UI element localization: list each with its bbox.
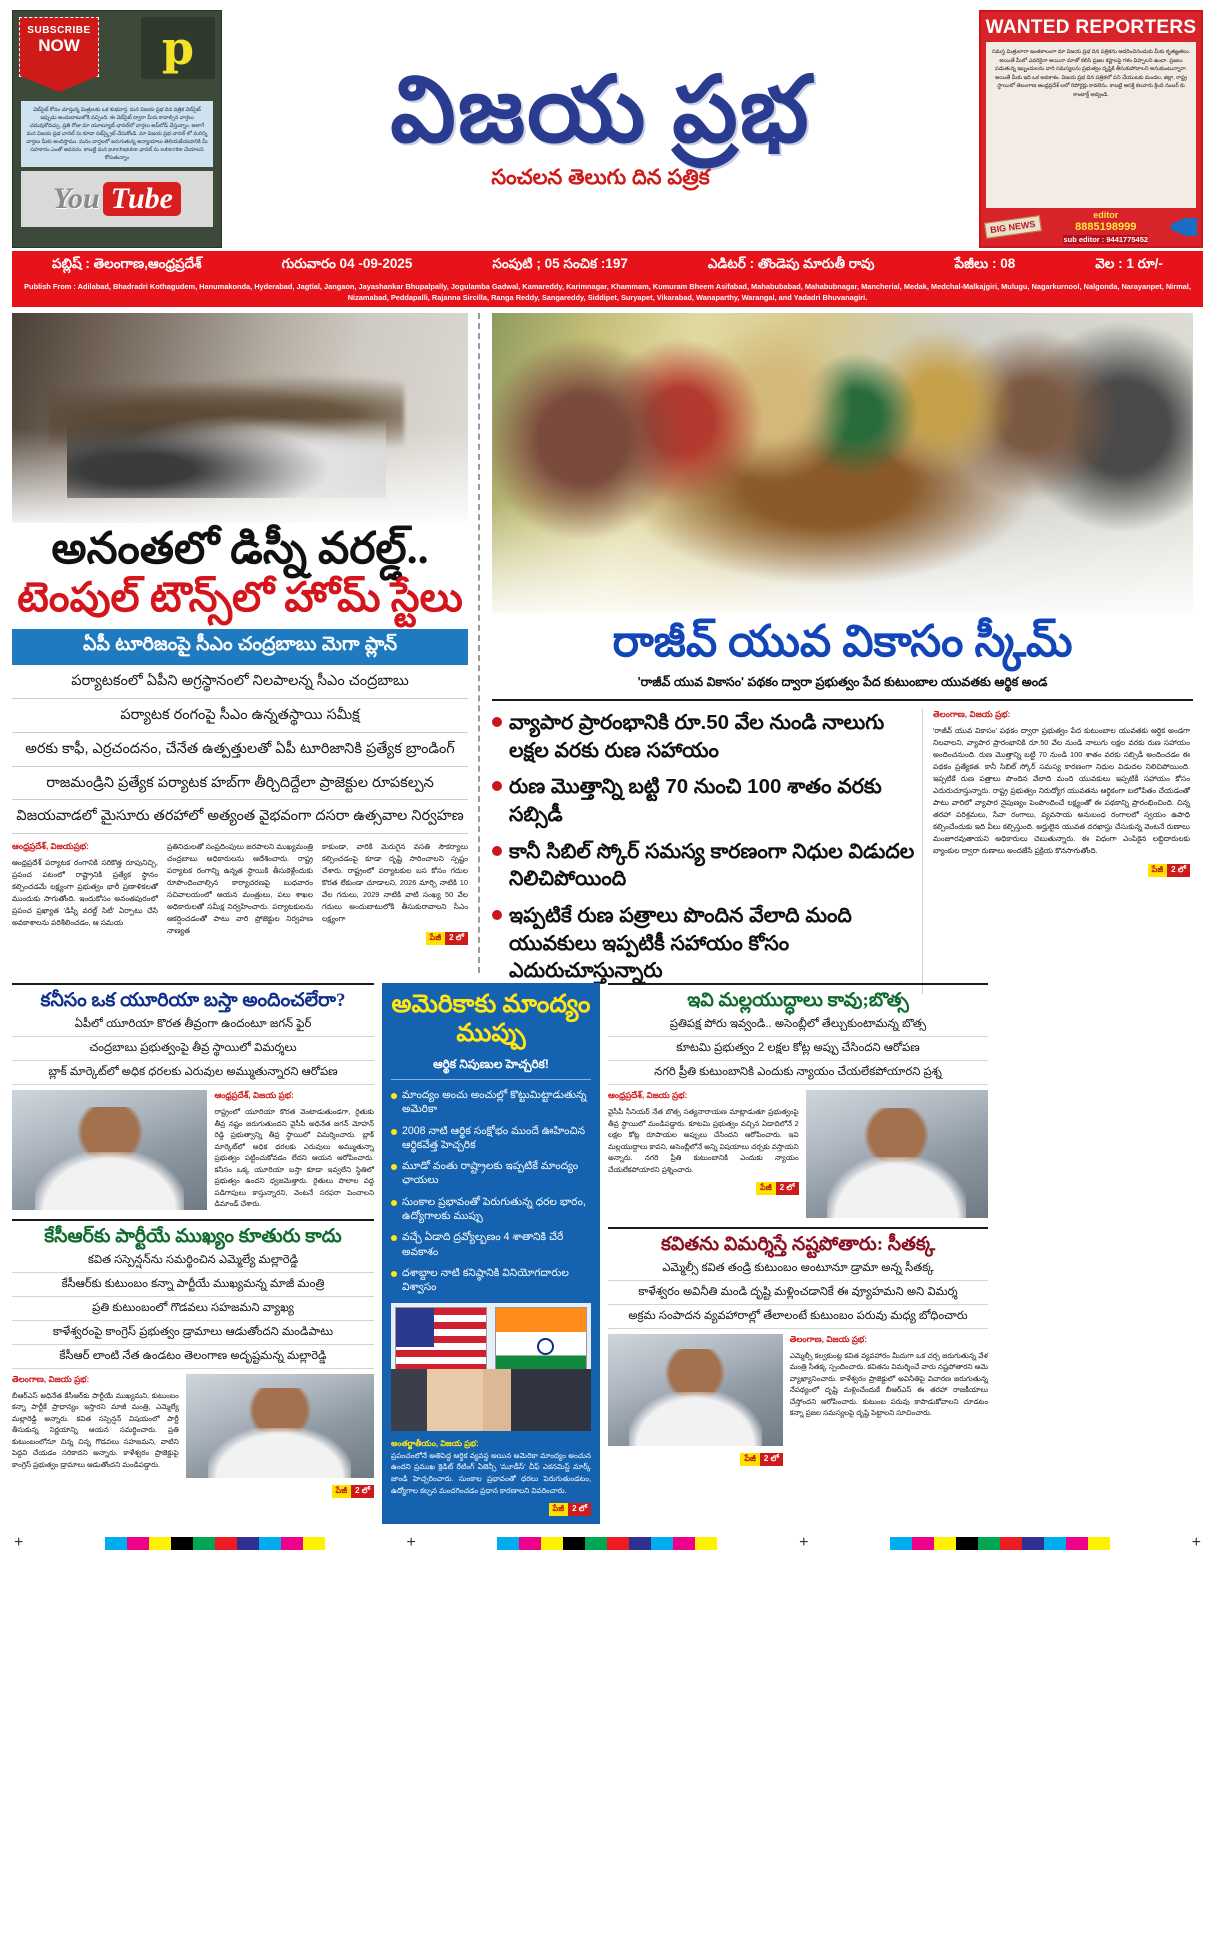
lead-right-page-tag[interactable]: [1148, 864, 1190, 877]
card-kavitha-byline: తెలంగాణ, విజయ ప్రభ:: [789, 1333, 868, 1344]
lead-right-page-tag-value: 2 లో: [1167, 864, 1190, 877]
america-page-tag[interactable]: [549, 1503, 591, 1516]
card-kavitha-subline-0: ఎమ్మెల్సీ కవిత తండ్రి కుటుంబం అంటూనూ డ్రామా అన్న సీతక్క: [608, 1257, 988, 1281]
newspaper-title: విజయ ప్రభ: [390, 58, 811, 161]
america-bullet-1: [391, 1124, 591, 1153]
card-kavitha-text: ఎమ్మెల్సీ కల్వకుంట్ల కవిత వ్యవహారం మీదుగా ఒక చర్చ జరుగుతున్న వేళ మంత్రి సీతక్క స్పందించారు. కవితను విమర్శించే వారు నష్టపోతారని ఆమె వ్యాఖ్యానించారు. కాళేశ్వరం ప్రాజెక్టులో అవినీతిపై విచారణ జరుగుతున్న నేపథ్యంలో దృష్టి మళ్లించేందుకే బీఆర్ఎస్ ఈ తరహా రాజకీయాలు చేస్తోందని ఆరోపించారు. కుటుంబ పరువు కాపాడుకోవాలని చూడటం కన్నా ప్రజల సమస్యలపై దృష్టి పెట్టాలని సూచించారు.: [789, 1350, 988, 1418]
lead-left-page-tag-label: పేజీ: [426, 932, 446, 945]
lead-left-col-0: [12, 841, 158, 945]
color-swatch: [651, 1537, 673, 1550]
america-card-title: అమెరికాకు మాంద్యం ముప్పు: [391, 991, 591, 1048]
lead-left-col-text-2: కాకుండా, వారికి మెరుగైన వసతి సౌకర్యాలు కల్పించడంపై కూడా దృష్టి సారించాలని స్పష్టం చేశారు. రాష్ట్రంలో పర్యాటకుల బస కోసం గదుల కొరత లేకుండా చూడాలని, 2026 మార్చి నాటికి 10 వేల గదులు, 2029 నాటికి వాటి సంఖ్య 50 వేల గదులు అందుబాటులోకి తీసుకురావాలని సీఎం లక్ష్యంగా: [322, 842, 468, 924]
lead-left-headline-secondary: టెంపుల్ టౌన్స్‌లో హోమ్ స్టేలు: [17, 573, 463, 620]
price: వెల : 1 రూ/-: [1095, 255, 1163, 271]
card-malla-subline-0: ప్రతిపక్ష పోరు ఇవ్వండి.. అసెంబ్లీలో తేల్చుకుంటామన్న బొత్స: [608, 1013, 988, 1037]
card-kcr-page-tag-value: 2 లో: [351, 1485, 374, 1498]
registration-mark-center2: +: [799, 1534, 809, 1552]
lead-right-caption: 'రాజీవ్ యువ వికాసం' పథకం ద్వారా ప్రభుత్వం పేద కుటుంబాల యువతకు ఆర్థిక అండ: [492, 668, 1193, 701]
card-kavitha-page-tag-label: పేజీ: [740, 1453, 760, 1466]
editor-name: ఎడిటర్ : తొండెపు మారుతీ రావు: [707, 255, 875, 271]
card-kavitha-subline-2: అక్రమ సంపాదన వ్యవహారాల్లో తేలాలంటే కుటుంబం పరువు మధ్య బోధించారు: [608, 1305, 988, 1329]
lead-story-left: [12, 313, 480, 973]
color-swatches-center: [497, 1537, 717, 1550]
bullet-dot-icon: [492, 846, 502, 856]
bullet-dot-icon: [391, 1200, 397, 1206]
america-page-tag-label: పేజీ: [549, 1503, 569, 1516]
color-swatch: [629, 1537, 651, 1550]
color-swatch: [193, 1537, 215, 1550]
pulse-logo: [141, 17, 215, 79]
america-bullet-text-3: సుంకాల ప్రభావంతో పెరుగుతున్న ధరల భారం, ఉద్యోగాలకు ముప్పు: [402, 1195, 586, 1223]
color-swatch: [1022, 1537, 1044, 1550]
subscribe-row: [13, 17, 221, 79]
color-swatch: [259, 1537, 281, 1550]
america-card-bullets: [391, 1088, 591, 1295]
color-swatch: [303, 1537, 325, 1550]
card-urea-subline-2: బ్లాక్ మార్కెట్‌లో అధిక ధరలకు ఎరువుల అమ్ముతున్నారని ఆరోపణ: [12, 1061, 374, 1085]
color-swatch: [519, 1537, 541, 1550]
card-kcr-subline-0: కవిత సస్పెన్షన్‌ను సమర్థించిన ఎమ్మెల్యే మల్లారెడ్డి: [12, 1249, 374, 1273]
color-swatch: [149, 1537, 171, 1550]
us-india-flags-handshake-photo: [391, 1303, 591, 1431]
card-kcr-text: బీఆర్ఎస్ అధినేత కేసీఆర్‌కు పార్టీయే ముఖ్యమని, కుటుంబం కన్నా పార్టీకే ప్రాధాన్యం ఇస్తారని మాజీ మంత్రి, ఎమ్మెల్యే మల్లారెడ్డి అన్నారు. కవిత సస్పెన్షన్ విషయంలో పార్టీ తీసుకున్న నిర్ణయాన్ని ఆయన సమర్థించారు. ప్రతి కుటుంబంలోనూ చిన్న చిన్న గొడవలు సహజమని, వాటిని పెద్దవి చేయడం సరికాదని అన్నారు. కాళేశ్వరం ప్రాజెక్టుపై కాంగ్రెస్ ప్రభుత్వం డ్రామాలు ఆడుతోందని మండిపడ్డారు.: [12, 1390, 179, 1469]
youtube-banner[interactable]: [21, 171, 213, 227]
card-malla: [608, 983, 988, 1218]
editor-contact: [1063, 210, 1148, 244]
rajiv-yuva-vikasam-photo: [492, 313, 1193, 613]
color-swatch: [541, 1537, 563, 1550]
lead-right-body-column: [922, 709, 1190, 994]
color-swatch: [497, 1537, 519, 1550]
color-swatch: [673, 1537, 695, 1550]
masthead: [12, 10, 1203, 248]
card-kcr: [12, 1219, 374, 1497]
lead-right-content: [492, 709, 1193, 994]
lead-right-page-tag-label: పేజీ: [1148, 864, 1168, 877]
card-kavitha-text-wrap: [790, 1334, 988, 1466]
america-bullet-text-1: 2008 నాటి ఆర్థిక సంక్షోభం ముందే ఊహించిన ఆర్థికవేత్త హెచ్చరిక: [402, 1124, 586, 1151]
lead-right-headline: రాజీవ్ యువ వికాసం స్కీమ్: [612, 617, 1073, 667]
wanted-reporters-footer: [981, 208, 1201, 246]
card-malla-body: [608, 1090, 988, 1218]
bullet-dot-icon: [391, 1271, 397, 1277]
lead-left-col-text-1: ప్రతినిధులతో సంప్రదింపులు జరపాలని ముఖ్యమంత్రి చంద్రబాబు అధికారులను ఆదేశించారు. రాష్ట్ర పర్యాటక రంగాన్ని ఉన్నత స్థాయికి తీసుకెళ్లేందుకు రూపొందించాల్సిన కార్యాచరణపై బుధవారం సచివాలయంలో ఆయన మంత్రులు, పలు శాఖల అధికారులతో సమీక్ష నిర్వహించారు. పర్యాటకులను ఆకర్షించడంతో పాటు వారి ప్రోజెక్టుల నిర్వహణ నాణ్యత: [167, 842, 313, 936]
bullet-dot-icon: [391, 1093, 397, 1099]
bullet-dot-icon: [391, 1235, 397, 1241]
america-page-tag-wrap: [391, 1498, 591, 1516]
color-swatch: [1044, 1537, 1066, 1550]
subscribe-label: SUBSCRIBE: [27, 25, 91, 36]
america-card-subtitle: ఆర్థిక నిపుణుల హెచ్చరిక!: [391, 1057, 591, 1080]
publish-from-bar: Publish From : Adilabad, Bhadradri Kothagudem, Hanumakonda, Hyderabad, Jagtial, Jangaon, Jayashankar Bhupalpally, Jogulamba Gadwal, Kamareddy, Karimnagar, Khammam, Kumuram Bheem Asifabad, Mahabubabad, Mahabubnagar, Mancherial, Medak, Medchal-Malkajgiri, Mulugu, Nagarkurnool, Nalgonda, Narayanpet, Nirmal, Nizamabad, Peddapalli, Rajanna Sircilla, Ranga Reddy, Sangareddy, Siddipet, Suryapet, Vikarabad, Wanaparthy, Warangal, and Yadadri Bhuvanagiri.: [12, 279, 1203, 307]
card-malla-page-tag-wrap: [608, 1177, 799, 1195]
color-swatch: [607, 1537, 629, 1550]
lead-left-col-1: [167, 841, 313, 945]
card-kavitha-headline: కవితను విమర్శిస్తే నష్టపోతారు: సీతక్క: [660, 1234, 936, 1256]
lead-right-bullet-1: [492, 773, 922, 828]
america-bullet-text-0: మాంద్యం అంచు అంచుల్లో కొట్టుమిట్టాడుతున్న అమెరికా: [402, 1088, 587, 1116]
lead-left-columns: [12, 841, 468, 945]
lead-left-headline-primary: అనంతలో డిస్నీ వరల్డ్..: [51, 524, 429, 574]
now-label: NOW: [38, 35, 80, 55]
card-kavitha-body: [608, 1334, 988, 1466]
lead-left-subline-4: విజయవాడలో మైసూరు తరహాలో అత్యంత వైభవంగా దసరా ఉత్సవాల నిర్వహణ: [12, 800, 468, 834]
america-bullet-text-5: దశాబ్దాల నాటి కనిష్ఠానికి వినియోగదారుల విశ్వాసం: [402, 1266, 569, 1294]
card-malla-headline: ఇవి మల్లయుద్ధాలు కావు;బొత్స: [687, 990, 909, 1012]
wanted-reporters-body: సమస్త మిత్రులారా ఇంతకాలంగా మా విజయ ప్రభ దిన పత్రికను ఆదరించినందుకు మీకు కృతజ్ఞతలు. అయితే మీలో ఎవరికైనా అయినా మాతో కలిసి ప్రజల కష్టాలపై గళం విప్పాలని ఉందా. ప్రజలు పడుతున్న ఇబ్బందులను వారి సమస్యలను ప్రభుత్వం దృష్టికి తీసుకుపోవాలని అనుకుంటున్నారా. అయితే మీకు ఇది ఒక అవకాశం. విజయ ప్రభ దిన పత్రికలో పని చేయుటకు మండల, జిల్లా, రాష్ట్ర స్థాయిలో తెలంగాణ ఆంధ్రప్రదేశ్ లలో రిపోర్టర్లు కావలెను. కాబట్టి ఆసక్తి కలవారు క్రింది నంబర్ కు కాంటాక్ట్ అవ్వండి.: [986, 42, 1196, 208]
america-page-tag-value: 2 లో: [568, 1503, 591, 1516]
america-bullet-text-2: మూడో వంతు రాష్ట్రాలకు ఇప్పటికే మాంద్యం ఛాయలు: [402, 1160, 579, 1187]
editor-label: editor: [1093, 209, 1119, 220]
lead-left-subline-0: పర్యాటకంలో ఏపీని అగ్రస్థానంలో నిలపాలన్న సీఎం చంద్రబాబు: [12, 665, 468, 699]
lead-right-bullet-text-2: కానీ సిబిల్ స్కోర్ సమస్య కారణంగా నిధుల విడుదల నిలిచిపోయింది: [509, 839, 915, 891]
lead-right-bullet-list: [492, 709, 922, 994]
color-swatch: [281, 1537, 303, 1550]
color-swatch: [171, 1537, 193, 1550]
card-malla-photo: [806, 1090, 988, 1218]
card-urea-byline: ఆంధ్రప్రదేశ్, విజయ ప్రభ:: [214, 1090, 294, 1101]
cm-review-meeting-photo: [12, 313, 468, 523]
page-count: పేజీలు : 08: [954, 255, 1016, 271]
card-malla-text-wrap: [608, 1090, 799, 1218]
card-kavitha-photo: [608, 1334, 783, 1446]
color-swatch: [1066, 1537, 1088, 1550]
america-bullet-0: [391, 1088, 591, 1117]
color-swatch: [105, 1537, 127, 1550]
color-swatch: [237, 1537, 259, 1550]
youtube-you-label: You: [53, 182, 100, 216]
card-urea-body: [12, 1090, 374, 1210]
logo-letter: p: [161, 20, 195, 75]
youtube-tube-label: Tube: [103, 182, 181, 216]
bullet-dot-icon: [492, 781, 502, 791]
card-kcr-body: [12, 1374, 374, 1498]
card-kavitha-subline-1: కాళేశ్వరం అవినీతి మండి దృష్టి మళ్లించడానికే ఈ వ్యూహమని అని విమర్శ: [608, 1281, 988, 1305]
lead-section: [12, 313, 1203, 983]
card-urea: [12, 983, 374, 1210]
card-kavitha-page-tag-wrap: [608, 1448, 783, 1466]
registration-mark-center: +: [406, 1534, 416, 1552]
color-swatch: [956, 1537, 978, 1550]
color-swatch: [215, 1537, 237, 1550]
lead-story-right: [480, 313, 1193, 983]
card-malla-subline-2: నగరి ప్రీతి కుటుంబానికి ఎందుకు న్యాయం చేయలేకపోయారని ప్రశ్న: [608, 1061, 988, 1085]
color-registration-footer: [12, 1534, 1203, 1552]
card-malla-byline: ఆంధ్రప్రదేశ్, విజయ ప్రభ:: [608, 1090, 688, 1101]
lead-right-byline: తెలంగాణ, విజయ ప్రభ:: [933, 709, 1011, 720]
publish-region: పబ్లిష్ : తెలంగాణ,ఆంధ్రప్రదేశ్: [52, 255, 202, 271]
bullet-dot-icon: [492, 910, 502, 920]
bullet-dot-icon: [492, 717, 502, 727]
lower-section: [12, 983, 1203, 1524]
america-bullet-text-4: వచ్చే ఏడాది ద్రవ్యోల్బణం 4 శాతానికి చేరే అవకాశం: [402, 1231, 564, 1258]
color-swatch: [563, 1537, 585, 1550]
america-bullet-4: [391, 1230, 591, 1259]
card-malla-text: వైసీపీ సీనియర్ నేత బొత్స సత్యనారాయణ మాట్లాడుతూ ప్రభుత్వంపై తీవ్ర స్థాయిలో మండిపడ్డారు. కూటమి ప్రభుత్వం వచ్చిన ఏడాదిలోనే 2 లక్షల కోట్ల రూపాయల అప్పులు చేసిందని ఆరోపించారు. ఇవి మల్లయుద్ధాలు కావని, అసెంబ్లీలోనే అన్ని విషయాలు చర్చకు వస్తాయని అన్నారు. నగరి ప్రీతి కుటుంబానికి ఎందుకు న్యాయం చేయలేకపోయారని ప్రశ్నించారు.: [608, 1107, 799, 1174]
america-bullet-2: [391, 1159, 591, 1188]
color-swatch: [1088, 1537, 1110, 1550]
bullet-dot-icon: [391, 1164, 397, 1170]
lead-right-page-tag-wrap: [933, 859, 1190, 877]
registration-mark-right: +: [1191, 1534, 1201, 1552]
color-swatches-right: [890, 1537, 1110, 1550]
wanted-reporters-ad[interactable]: [979, 10, 1203, 248]
america-bullet-5: [391, 1266, 591, 1295]
card-kavitha-page-tag[interactable]: [740, 1453, 782, 1466]
color-swatch: [127, 1537, 149, 1550]
color-swatch: [695, 1537, 717, 1550]
issue-date: గురువారం 04 -09-2025: [281, 255, 413, 271]
lead-right-bullet-0: [492, 709, 922, 764]
card-kcr-page-tag-label: పేజీ: [332, 1485, 352, 1498]
lead-left-byline: ఆంధ్రప్రదేశ్, విజయప్రభ:: [12, 841, 89, 852]
card-malla-page-tag-value: 2 లో: [776, 1182, 799, 1195]
card-kcr-byline: తెలంగాణ, విజయ ప్రభ:: [12, 1373, 90, 1384]
card-malla-page-tag[interactable]: [756, 1182, 798, 1195]
america-card-text: ప్రపంచంలోనే అతిపెద్ద ఆర్థిక వ్యవస్థ అయిన అమెరికా మాంద్యం అంచున ఉందని ప్రముఖ క్రెడిట్ రేటింగ్ ఏజెన్సీ 'మూడీస్' చీఫ్ ఎకనమిస్ట్ మార్క్ జాండి హెచ్చరించారు. సుంకాల ప్రభావంతో ధరలు పెరుగుతుండటం, ఉద్యోగాల కల్పన మందగించడం ప్రధాన కారణాలని వివరించారు.: [391, 1450, 591, 1495]
color-swatch: [912, 1537, 934, 1550]
lead-left-col-text-0: ఆంధ్రప్రదేశ్ పర్యాటక రంగానికి సరికొత్త రూపునిచ్చి, ప్రపంచ పటంలో రాష్ట్రానికి ప్రత్యేక స్థానం కల్పించడమే లక్ష్యంగా ప్రభుత్వం భారీ ప్రణాళికలతో ముందుకు సాగుతోంది. ఇందుకోసం అనంతపురంలో ప్రపంచ ప్రఖ్యాత 'డిస్నీ వరల్డ్ సిటీ' ఏర్పాటు చేసే అవకాశాలను పరిశీలించడం, ఆ సమయ: [12, 858, 158, 928]
lead-right-bullet-text-0: వ్యాపార ప్రారంభానికి రూ.50 వేల నుండి నాలుగు లక్షల వరకు రుణ సహాయం: [509, 711, 885, 762]
subscribe-now-badge[interactable]: [19, 17, 99, 77]
lead-left-col-2: [322, 841, 468, 945]
card-kcr-subline-2: ప్రతి కుటుంబంలో గొడవలు సహజమని వ్యాఖ్య: [12, 1297, 374, 1321]
color-swatches-left: [105, 1537, 325, 1550]
card-kavitha-page-tag-value: 2 లో: [760, 1453, 783, 1466]
card-urea-subline-0: ఏపీలో యూరియా కొరత తీవ్రంగా ఉందంటూ జగన్ ఫైర్: [12, 1013, 374, 1037]
megaphone-icon: [1171, 218, 1197, 236]
registration-mark-left: +: [14, 1534, 24, 1552]
lead-left-page-tag[interactable]: [426, 932, 468, 945]
color-swatch: [890, 1537, 912, 1550]
card-urea-headline: కనీసం ఒక యూరియా బస్తా అందించలేరా?: [40, 990, 346, 1012]
lead-left-kicker: ఏపీ టూరిజంపై సీఎం చంద్రబాబు మెగా ప్లాన్: [12, 629, 468, 665]
card-kavitha-photo-wrap: [608, 1334, 783, 1466]
card-urea-photo: [12, 1090, 207, 1210]
editor-phone: 8885198999: [1075, 220, 1137, 233]
lower-column-right: [608, 983, 988, 1524]
card-kcr-photo-wrap: [186, 1374, 374, 1498]
card-malla-subline-1: కూటమి ప్రభుత్వం 2 లక్షల కోట్ల అప్పు చేసిందని ఆరోపణ: [608, 1037, 988, 1061]
color-swatch: [1000, 1537, 1022, 1550]
volume-issue: సంపుటి ; 05 సంచిక :197: [492, 255, 628, 271]
wanted-reporters-title: WANTED REPORTERS: [981, 12, 1201, 42]
color-swatch: [585, 1537, 607, 1550]
america-card-byline: అంతర్జాతీయం, విజయ ప్రభ:: [391, 1438, 479, 1448]
lead-left-subline-2: అరకు కాఫీ, ఎర్రచందనం, చేనేత ఉత్పత్తులతో ఏపీ టూరిజానికి ప్రత్యేక బ్రాండింగ్: [12, 733, 468, 767]
lead-right-body-text: 'రాజీవ్ యువ వికాసం' పథకం ద్వారా ప్రభుత్వం పేద కుటుంబాల యువతకు ఆర్థిక అండగా నిలవాలని, వ్యాపార ప్రారంభానికి రూ.50 వేల నుండి నాలుగు లక్షల వరకు రుణ సహాయం అందించనుంది. రుణ మొత్తాన్ని బట్టి 70 నుండి 100 శాతం వరకు సబ్సిడీ అందించడం ఈ పథకం ప్రత్యేకత. కానీ సిబిల్ స్కోర్ సమస్య కారణంగా నిధుల విడుదల నిలిచిపోయింది. ఇప్పటికే రుణ పత్రాలు పొందిన వేలాది మంది యువకులు ఇప్పటికీ సహాయం కోసం ఎదురుచూస్తున్నారు. రాష్ట్ర ప్రభుత్వం నిరుద్యోగ యువతను ఆర్థికంగా బలోపేతం చేయడంతో పాటు వారిలో వ్యాపార నైపుణ్యం పెంపొందించే లక్ష్యంతో ఈ పథకాన్ని ప్రారంభించింది. చిన్న తరహా పరిశ్రమలు, సేవా రంగాలు, వ్యవసాయ అనుబంధ రంగాలలో స్వయం ఉపాధి కల్పించేందుకు ఇది వీలు కల్పిస్తుంది. అర్హులైన యువత దరఖాస్తు చేసుకున్న వెంటనే రుణాలు మంజూరవుతాయని అధికారులు చెబుతున్నారు. ఈ విధంగా ఎంపికైన లబ్ధిదారులకు బ్యాంకుల ద్వారా రుణాలు అందజేసే ప్రక్రియ కొనసాగుతోంది.: [933, 726, 1190, 855]
lead-right-bullet-text-3: ఇప్పటికే రుణ పత్రాలు పొందిన వేలాది మంది యువకులు ఇప్పటికీ సహాయం కోసం ఎదురుచూస్తున్నారు: [509, 904, 852, 983]
newspaper-tagline: సంచలన తెలుగు దిన పత్రిక: [491, 165, 710, 189]
card-kcr-subline-3: కాళేశ్వరంపై కాంగ్రెస్ ప్రభుత్వం డ్రామాలు ఆడుతోందని మండిపాటు: [12, 1321, 374, 1345]
card-urea-text-wrap: [214, 1090, 374, 1210]
lead-right-bullet-3: [492, 902, 922, 985]
card-america-recession: [382, 983, 600, 1524]
card-kcr-page-tag-wrap: [186, 1480, 374, 1498]
card-kcr-page-tag[interactable]: [332, 1485, 374, 1498]
promo-text: వెబ్‌సైట్ కోసం చూస్తున్న మిత్రులకు ఒక శుభవార్త. మన విజయ ప్రభ దిన పత్రిక వెబ్‌సైట్ ఇప్పుడు అందుబాటులోకి వచ్చింది. ఈ వెబ్‌సైట్ ద్వారా మీరు కావాల్సిన వార్తలు చదువుకోవచ్చు. ప్రతి రోజు మా యూట్యూబ్ ఛానల్‌లో వార్తలు అప్‌లోడ్ చేస్తున్నాం. అలాగే మన విజయ ప్రభ చానల్ ను కూడా సబ్‌స్క్రైబ్ చేసుకోండి. మా విజయ ప్రభ చానల్ లో మరిన్ని వార్తలు మీకు అందిస్తాము. మనం వార్తలలో జరుగుతున్న అన్యాయాలు తెలియజేయడానికి మీ సహకారం ఎంతో అవసరం. కాబట్టి మన punchupulse ఛానల్ ను subscribe చేయాలని కోరుతున్నాం: [21, 101, 213, 167]
lead-left-page-tag-wrap: [322, 927, 468, 945]
card-kcr-subline-1: కేసీఆర్‌కు కుటుంబం కన్నా పార్టీయే ముఖ్యమన్న మాజీ మంత్రి: [12, 1273, 374, 1297]
big-news-badge: BIG NEWS: [984, 215, 1041, 239]
lead-left-subline-1: పర్యాటక రంగంపై సీఎం ఉన్నతస్థాయి సమీక్ష: [12, 699, 468, 733]
lead-right-bullet-text-1: రుణ మొత్తాన్ని బట్టి 70 నుంచి 100 శాతం వరకు సబ్సిడీ: [509, 775, 882, 827]
lead-left-page-tag-value: 2 లో: [445, 932, 468, 945]
color-swatch: [978, 1537, 1000, 1550]
masthead-title-block: [222, 10, 979, 248]
card-urea-text: రాష్ట్రంలో యూరియా కొరత వెంటాడుతుండగా, రైతుకు తీవ్ర నష్టం జరుగుతుందని వైసీపీ అధినేత జగన్ మోహన్ రెడ్డి ప్రభుత్వాన్ని తీవ్ర స్థాయిలో విమర్శించారు. బ్లాక్ మార్కెట్‌లో అధిక ధరలకు ఎరువులు అమ్ముతున్నా ప్రభుత్వం పట్టించుకోవడం లేదని ఆయన ఆరోపించారు. కనీసం ఒక్క యూరియా బస్తా కూడా ఇవ్వలేని స్థితిలో ప్రభుత్వం ఉందని ధ్వజమెత్తారు. రైతులు పొలాల వద్ద పడిగాపులు కాస్తున్నారని, వెంటనే సరఫరా పెంచాలని డిమాండ్ చేశారు.: [214, 1107, 374, 1209]
america-bullet-3: [391, 1195, 591, 1224]
card-malla-page-tag-label: పేజీ: [756, 1182, 776, 1195]
bullet-dot-icon: [391, 1129, 397, 1135]
info-bar: [12, 251, 1203, 279]
masthead-promo-panel: [12, 10, 222, 248]
handshake-illustration: [391, 1369, 591, 1430]
card-kcr-photo: [186, 1374, 374, 1478]
lead-left-subline-3: రాజమండ్రిని ప్రత్యేక పర్యాటక హబ్‌గా తీర్చిదిద్దేలా ప్రాజెక్టుల రూపకల్పన: [12, 767, 468, 801]
card-kcr-subline-4: కేసీఆర్ లాంటి నేత ఉండటం తెలంగాణ అదృష్టమన్న మల్లారెడ్డి: [12, 1345, 374, 1369]
lower-column-center: [382, 983, 600, 1524]
lower-column-left: [12, 983, 374, 1524]
card-kcr-headline: కేసీఆర్‌కు పార్టీయే ముఖ్యం కూతురు కాదు: [44, 1226, 342, 1248]
sub-editor-phone: sub editor : 9441775452: [1063, 234, 1149, 244]
card-kavitha: [608, 1227, 988, 1466]
lead-right-bullet-2: [492, 838, 922, 893]
card-kcr-text-wrap: [12, 1374, 179, 1498]
card-urea-subline-1: చంద్రబాబు ప్రభుత్వంపై తీవ్ర స్థాయిలో విమర్శలు: [12, 1037, 374, 1061]
color-swatch: [934, 1537, 956, 1550]
